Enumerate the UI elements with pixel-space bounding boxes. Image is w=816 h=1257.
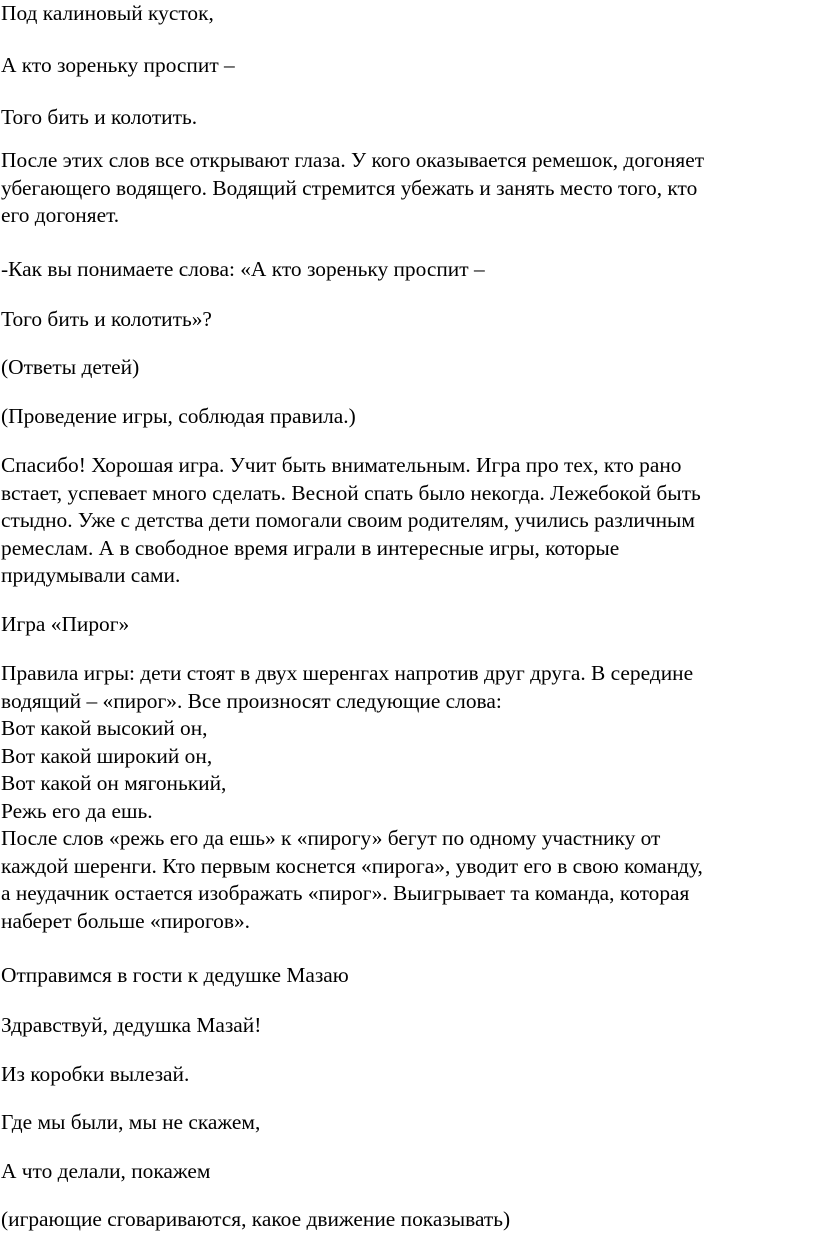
note-line: (Проведение игры, соблюдая правила.) <box>1 404 356 428</box>
paragraph: После этих слов все открывают глаза. У кого оказывается ремешок, догоняет убегающего водящего. Водящий стремится убежать и занять место того, кто его догоняет. <box>1 148 705 227</box>
verse-line: Здравствуй, дедушка Мазай! <box>1 1013 262 1037</box>
section-heading: Игра «Пирог» <box>1 612 130 636</box>
verse-line: Из коробки вылезай. <box>1 1062 190 1086</box>
question-line: Того бить и колотить»? <box>1 307 212 331</box>
verse-line: А кто зореньку проспит – <box>1 53 235 77</box>
verse-line: Под калиновый кусток, <box>1 1 214 25</box>
paragraph: Спасибо! Хорошая игра. Учит быть внимательным. Игра про тех, кто рано встает, успевает много сделать. Весной спать было некогда. Лежебокой быть стыдно. Уже с детства дети помогали своим родителям, учились различным ремеслам. А в свободное время играли в интересные игры, которые придумывали сами. <box>1 453 701 587</box>
section-heading: Отправимся в гости к дедушке Мазаю <box>1 963 349 987</box>
verse-line: Того бить и колотить. <box>1 105 198 129</box>
note-line: (Ответы детей) <box>1 355 140 379</box>
verse-line: А что делали, покажем <box>1 1159 211 1183</box>
verse-line: Где мы были, мы не скажем, <box>1 1110 261 1134</box>
paragraph: Правила игры: дети стоят в двух шеренгах напротив друг друга. В середине водящий – «пирог». Все произносят следующие слова: Вот какой высокий он, Вот какой широкий он, Вот какой он мягонький, Режь его да ешь. После слов «режь его да ешь» к «пирогу» бегут по одному участнику от каждой шеренги. Кто первым коснется «пирога», уводит его в свою команду, а неудачник остается изображать «пирог». Выигрывает та команда, которая наберет больше «пирогов». <box>1 661 703 933</box>
note-line: (играющие сговариваются, какое движение показывать) <box>1 1207 511 1231</box>
question-line: -Как вы понимаете слова: «А кто зореньку проспит – <box>1 257 485 281</box>
